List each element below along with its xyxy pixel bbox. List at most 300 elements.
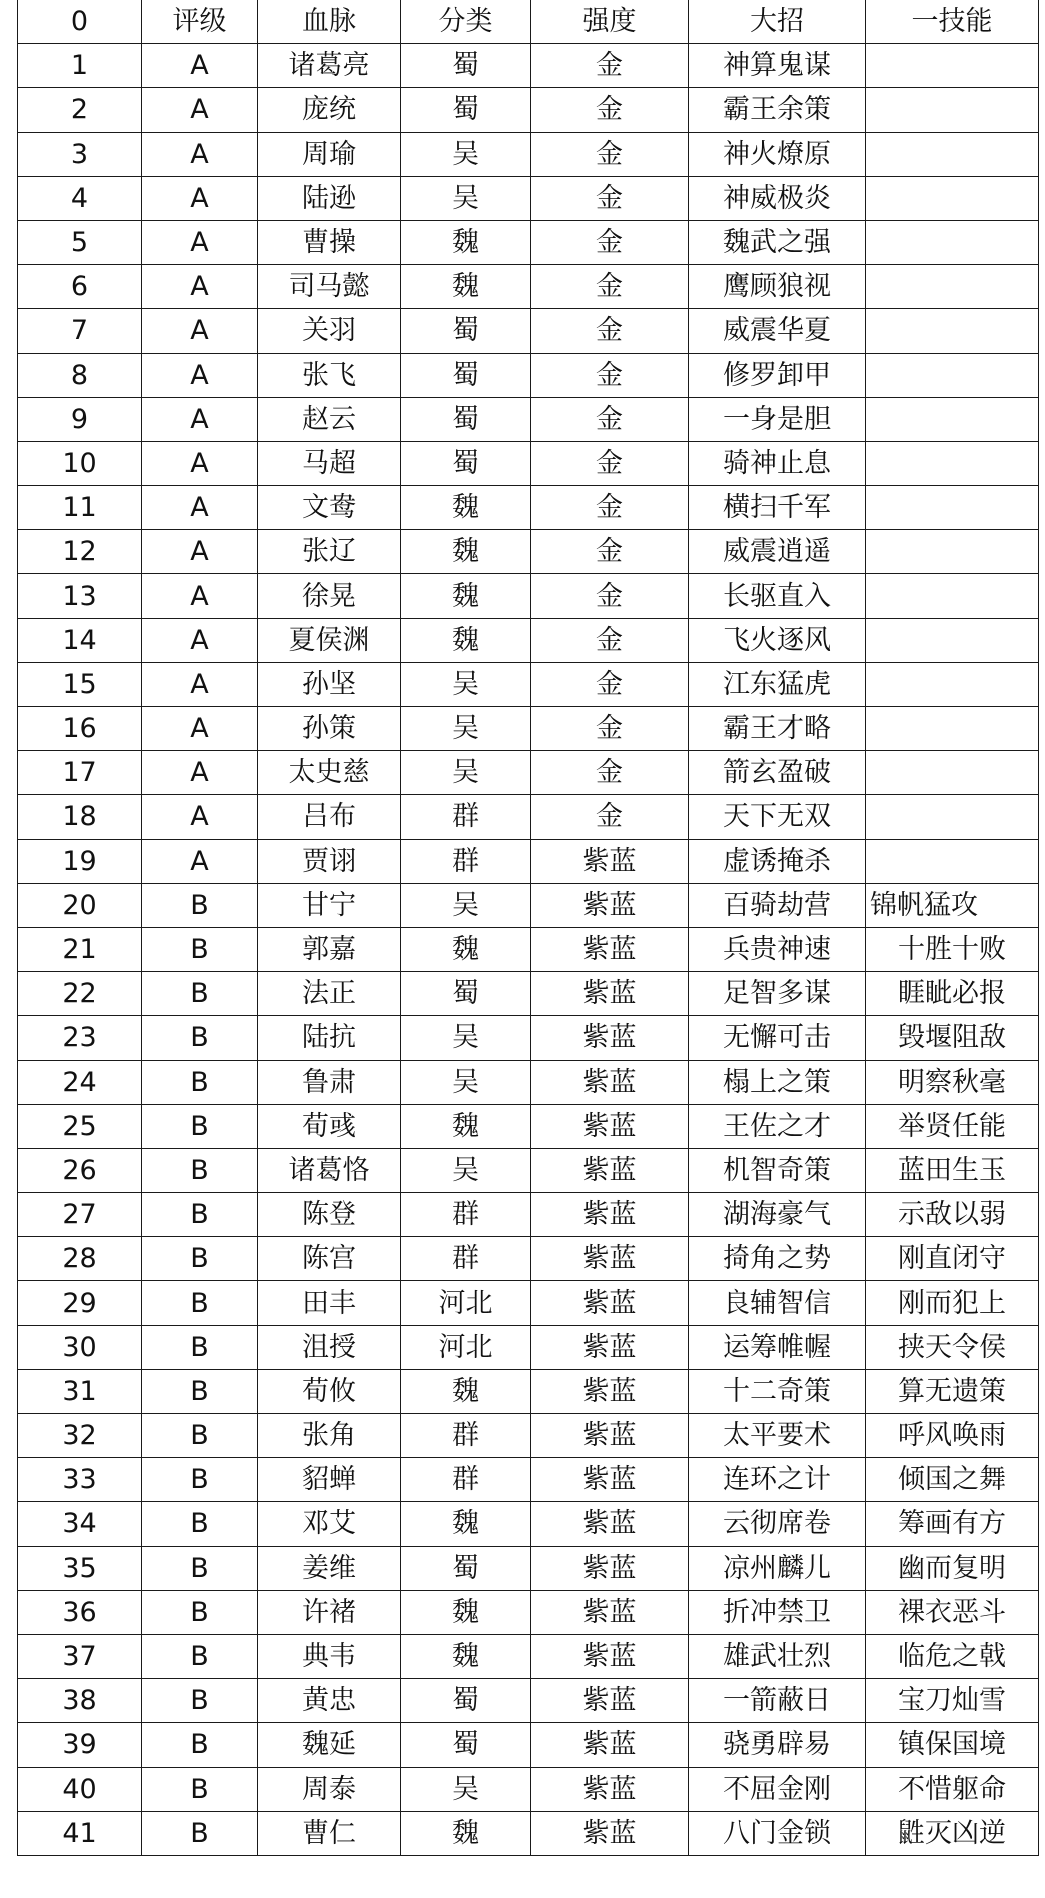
cell-skill-one: 举贤任能 bbox=[866, 1104, 1039, 1148]
cell-rating: B bbox=[142, 927, 258, 971]
cell-category: 蜀 bbox=[401, 309, 531, 353]
cell-bloodline: 陆逊 bbox=[258, 176, 401, 220]
cell-rating: A bbox=[142, 795, 258, 839]
cell-category: 吴 bbox=[401, 662, 531, 706]
cell-rating: B bbox=[142, 1811, 258, 1855]
cell-rating: A bbox=[142, 530, 258, 574]
cell-index: 27 bbox=[18, 1193, 142, 1237]
cell-rating: B bbox=[142, 1369, 258, 1413]
cell-skill-one bbox=[866, 662, 1039, 706]
cell-bloodline: 赵云 bbox=[258, 397, 401, 441]
cell-category: 群 bbox=[401, 1414, 531, 1458]
cell-bloodline: 陆抗 bbox=[258, 1016, 401, 1060]
cell-strength: 紫蓝 bbox=[531, 1016, 689, 1060]
table-row bbox=[18, 1281, 1039, 1325]
cell-ultimate: 凉州麟儿 bbox=[689, 1546, 866, 1590]
table-row bbox=[18, 1016, 1039, 1060]
cell-ultimate: 飞火逐风 bbox=[689, 618, 866, 662]
table-row bbox=[18, 751, 1039, 795]
cell-ultimate: 连环之计 bbox=[689, 1458, 866, 1502]
table-row bbox=[18, 1767, 1039, 1811]
cell-index: 16 bbox=[18, 707, 142, 751]
cell-index: 30 bbox=[18, 1325, 142, 1369]
cell-index: 15 bbox=[18, 662, 142, 706]
cell-bloodline: 张辽 bbox=[258, 530, 401, 574]
cell-category: 群 bbox=[401, 795, 531, 839]
cell-strength: 金 bbox=[531, 441, 689, 485]
cell-index: 5 bbox=[18, 220, 142, 264]
cell-ultimate: 长驱直入 bbox=[689, 574, 866, 618]
cell-index: 12 bbox=[18, 530, 142, 574]
cell-category: 魏 bbox=[401, 530, 531, 574]
cell-ultimate: 神火燎原 bbox=[689, 132, 866, 176]
cell-ultimate: 神威极炎 bbox=[689, 176, 866, 220]
table-row bbox=[18, 707, 1039, 751]
cell-strength: 紫蓝 bbox=[531, 1237, 689, 1281]
cell-index: 39 bbox=[18, 1723, 142, 1767]
header-cell-strength: 强度 bbox=[531, 0, 689, 44]
table-row bbox=[18, 574, 1039, 618]
cell-skill-one bbox=[866, 795, 1039, 839]
cell-skill-one bbox=[866, 618, 1039, 662]
cell-index: 24 bbox=[18, 1060, 142, 1104]
cell-index: 4 bbox=[18, 176, 142, 220]
cell-bloodline: 黄忠 bbox=[258, 1679, 401, 1723]
cell-category: 群 bbox=[401, 1193, 531, 1237]
cell-ultimate: 足智多谋 bbox=[689, 972, 866, 1016]
cell-skill-one: 挟天令侯 bbox=[866, 1325, 1039, 1369]
cell-rating: B bbox=[142, 1546, 258, 1590]
table-row bbox=[18, 1590, 1039, 1634]
cell-index: 7 bbox=[18, 309, 142, 353]
cell-bloodline: 法正 bbox=[258, 972, 401, 1016]
table-row bbox=[18, 441, 1039, 485]
cell-category: 吴 bbox=[401, 1016, 531, 1060]
cell-ultimate: 修罗卸甲 bbox=[689, 353, 866, 397]
cell-bloodline: 陈宫 bbox=[258, 1237, 401, 1281]
cell-category: 魏 bbox=[401, 1104, 531, 1148]
cell-index: 31 bbox=[18, 1369, 142, 1413]
cell-rating: B bbox=[142, 1458, 258, 1502]
cell-bloodline: 田丰 bbox=[258, 1281, 401, 1325]
cell-ultimate: 霸王才略 bbox=[689, 707, 866, 751]
cell-rating: B bbox=[142, 1148, 258, 1192]
cell-strength: 紫蓝 bbox=[531, 927, 689, 971]
cell-rating: A bbox=[142, 309, 258, 353]
cell-strength: 紫蓝 bbox=[531, 1811, 689, 1855]
cell-ultimate: 八门金锁 bbox=[689, 1811, 866, 1855]
cell-category: 群 bbox=[401, 839, 531, 883]
cell-category: 蜀 bbox=[401, 88, 531, 132]
cell-skill-one: 倾国之舞 bbox=[866, 1458, 1039, 1502]
cell-strength: 紫蓝 bbox=[531, 1369, 689, 1413]
cell-index: 22 bbox=[18, 972, 142, 1016]
cell-bloodline: 魏延 bbox=[258, 1723, 401, 1767]
cell-rating: A bbox=[142, 618, 258, 662]
table-row bbox=[18, 1148, 1039, 1192]
cell-skill-one: 筹画有方 bbox=[866, 1502, 1039, 1546]
cell-rating: A bbox=[142, 220, 258, 264]
cell-skill-one: 十胜十败 bbox=[866, 927, 1039, 971]
cell-strength: 金 bbox=[531, 132, 689, 176]
cell-category: 蜀 bbox=[401, 972, 531, 1016]
cell-category: 群 bbox=[401, 1458, 531, 1502]
header-cell-skill-one: 一技能 bbox=[866, 0, 1039, 44]
table-row bbox=[18, 972, 1039, 1016]
cell-bloodline: 鲁肃 bbox=[258, 1060, 401, 1104]
cell-rating: A bbox=[142, 441, 258, 485]
cell-rating: A bbox=[142, 44, 258, 88]
cell-skill-one bbox=[866, 751, 1039, 795]
cell-bloodline: 邓艾 bbox=[258, 1502, 401, 1546]
cell-index: 38 bbox=[18, 1679, 142, 1723]
cell-category: 魏 bbox=[401, 574, 531, 618]
cell-bloodline: 荀攸 bbox=[258, 1369, 401, 1413]
cell-category: 魏 bbox=[401, 1590, 531, 1634]
cell-ultimate: 不屈金刚 bbox=[689, 1767, 866, 1811]
cell-category: 吴 bbox=[401, 1060, 531, 1104]
cell-category: 蜀 bbox=[401, 1723, 531, 1767]
cell-skill-one bbox=[866, 397, 1039, 441]
cell-strength: 金 bbox=[531, 176, 689, 220]
cell-ultimate: 一身是胆 bbox=[689, 397, 866, 441]
cell-rating: A bbox=[142, 353, 258, 397]
table-row bbox=[18, 927, 1039, 971]
cell-skill-one bbox=[866, 707, 1039, 751]
table-row bbox=[18, 662, 1039, 706]
cell-skill-one bbox=[866, 44, 1039, 88]
cell-skill-one bbox=[866, 220, 1039, 264]
cell-index: 34 bbox=[18, 1502, 142, 1546]
table-row bbox=[18, 1193, 1039, 1237]
header-cell-ultimate: 大招 bbox=[689, 0, 866, 44]
cell-skill-one bbox=[866, 530, 1039, 574]
cell-strength: 金 bbox=[531, 44, 689, 88]
cell-strength: 金 bbox=[531, 88, 689, 132]
cell-category: 魏 bbox=[401, 1502, 531, 1546]
cell-strength: 紫蓝 bbox=[531, 839, 689, 883]
cell-category: 蜀 bbox=[401, 44, 531, 88]
cell-index: 19 bbox=[18, 839, 142, 883]
cell-index: 11 bbox=[18, 486, 142, 530]
cell-index: 25 bbox=[18, 1104, 142, 1148]
cell-rating: A bbox=[142, 751, 258, 795]
cell-skill-one bbox=[866, 132, 1039, 176]
cell-skill-one: 鼪灭凶逆 bbox=[866, 1811, 1039, 1855]
cell-strength: 紫蓝 bbox=[531, 1502, 689, 1546]
cell-category: 吴 bbox=[401, 883, 531, 927]
cell-rating: B bbox=[142, 1237, 258, 1281]
table-row bbox=[18, 1104, 1039, 1148]
cell-skill-one bbox=[866, 839, 1039, 883]
cell-bloodline: 司马懿 bbox=[258, 265, 401, 309]
cell-rating: B bbox=[142, 1193, 258, 1237]
cell-index: 13 bbox=[18, 574, 142, 618]
cell-strength: 金 bbox=[531, 353, 689, 397]
table-row bbox=[18, 220, 1039, 264]
cell-bloodline: 周泰 bbox=[258, 1767, 401, 1811]
cell-skill-one: 镇保国境 bbox=[866, 1723, 1039, 1767]
cell-ultimate: 骁勇辟易 bbox=[689, 1723, 866, 1767]
table-header-row bbox=[18, 0, 1039, 44]
cell-category: 魏 bbox=[401, 1634, 531, 1678]
cell-strength: 紫蓝 bbox=[531, 972, 689, 1016]
table-row bbox=[18, 397, 1039, 441]
cell-strength: 紫蓝 bbox=[531, 1060, 689, 1104]
cell-index: 20 bbox=[18, 883, 142, 927]
cell-ultimate: 一箭蔽日 bbox=[689, 1679, 866, 1723]
cell-index: 41 bbox=[18, 1811, 142, 1855]
cell-bloodline: 许褚 bbox=[258, 1590, 401, 1634]
cell-bloodline: 荀彧 bbox=[258, 1104, 401, 1148]
cell-ultimate: 榻上之策 bbox=[689, 1060, 866, 1104]
cell-index: 1 bbox=[18, 44, 142, 88]
cell-bloodline: 关羽 bbox=[258, 309, 401, 353]
cell-ultimate: 天下无双 bbox=[689, 795, 866, 839]
cell-skill-one: 不惜躯命 bbox=[866, 1767, 1039, 1811]
cell-strength: 金 bbox=[531, 574, 689, 618]
cell-index: 2 bbox=[18, 88, 142, 132]
cell-ultimate: 骑神止息 bbox=[689, 441, 866, 485]
cell-strength: 紫蓝 bbox=[531, 1414, 689, 1458]
cell-rating: A bbox=[142, 839, 258, 883]
table-row bbox=[18, 1502, 1039, 1546]
cell-ultimate: 机智奇策 bbox=[689, 1148, 866, 1192]
cell-ultimate: 鹰顾狼视 bbox=[689, 265, 866, 309]
cell-rating: B bbox=[142, 1016, 258, 1060]
cell-rating: B bbox=[142, 1325, 258, 1369]
cell-index: 33 bbox=[18, 1458, 142, 1502]
cell-rating: B bbox=[142, 1723, 258, 1767]
cell-ultimate: 兵贵神速 bbox=[689, 927, 866, 971]
cell-bloodline: 沮授 bbox=[258, 1325, 401, 1369]
cell-rating: A bbox=[142, 397, 258, 441]
cell-category: 魏 bbox=[401, 1811, 531, 1855]
cell-skill-one: 明察秋毫 bbox=[866, 1060, 1039, 1104]
cell-ultimate: 十二奇策 bbox=[689, 1369, 866, 1413]
cell-strength: 金 bbox=[531, 220, 689, 264]
header-cell-bloodline: 血脉 bbox=[258, 0, 401, 44]
cell-strength: 金 bbox=[531, 530, 689, 574]
cell-bloodline: 甘宁 bbox=[258, 883, 401, 927]
table-row bbox=[18, 1811, 1039, 1855]
cell-category: 魏 bbox=[401, 618, 531, 662]
cell-ultimate: 百骑劫营 bbox=[689, 883, 866, 927]
cell-index: 36 bbox=[18, 1590, 142, 1634]
cell-ultimate: 湖海豪气 bbox=[689, 1193, 866, 1237]
cell-strength: 金 bbox=[531, 707, 689, 751]
header-cell-index: 0 bbox=[18, 0, 142, 44]
cell-rating: A bbox=[142, 662, 258, 706]
cell-bloodline: 张飞 bbox=[258, 353, 401, 397]
header-cell-rating: 评级 bbox=[142, 0, 258, 44]
cell-index: 28 bbox=[18, 1237, 142, 1281]
table-row bbox=[18, 1060, 1039, 1104]
cell-category: 蜀 bbox=[401, 1679, 531, 1723]
cell-ultimate: 无懈可击 bbox=[689, 1016, 866, 1060]
cell-skill-one: 幽而复明 bbox=[866, 1546, 1039, 1590]
cell-category: 吴 bbox=[401, 1767, 531, 1811]
cell-category: 吴 bbox=[401, 1148, 531, 1192]
cell-rating: B bbox=[142, 1104, 258, 1148]
cell-bloodline: 典韦 bbox=[258, 1634, 401, 1678]
cell-category: 河北 bbox=[401, 1325, 531, 1369]
cell-ultimate: 威震华夏 bbox=[689, 309, 866, 353]
cell-category: 魏 bbox=[401, 220, 531, 264]
cell-skill-one bbox=[866, 265, 1039, 309]
cell-rating: A bbox=[142, 486, 258, 530]
table-row bbox=[18, 44, 1039, 88]
cell-skill-one bbox=[866, 574, 1039, 618]
cell-rating: B bbox=[142, 883, 258, 927]
cell-index: 32 bbox=[18, 1414, 142, 1458]
cell-strength: 金 bbox=[531, 397, 689, 441]
cell-bloodline: 郭嘉 bbox=[258, 927, 401, 971]
cell-bloodline: 文鸯 bbox=[258, 486, 401, 530]
cell-rating: B bbox=[142, 1414, 258, 1458]
cell-ultimate: 神算鬼谋 bbox=[689, 44, 866, 88]
cell-index: 18 bbox=[18, 795, 142, 839]
cell-bloodline: 诸葛亮 bbox=[258, 44, 401, 88]
cell-bloodline: 马超 bbox=[258, 441, 401, 485]
cell-skill-one bbox=[866, 88, 1039, 132]
cell-rating: B bbox=[142, 972, 258, 1016]
cell-skill-one: 宝刀灿雪 bbox=[866, 1679, 1039, 1723]
cell-strength: 紫蓝 bbox=[531, 1679, 689, 1723]
hero-table bbox=[17, 0, 1039, 1856]
cell-ultimate: 江东猛虎 bbox=[689, 662, 866, 706]
cell-bloodline: 夏侯渊 bbox=[258, 618, 401, 662]
cell-rating: A bbox=[142, 574, 258, 618]
cell-category: 魏 bbox=[401, 1369, 531, 1413]
table-row bbox=[18, 618, 1039, 662]
cell-bloodline: 曹仁 bbox=[258, 1811, 401, 1855]
cell-skill-one: 临危之戟 bbox=[866, 1634, 1039, 1678]
table-row bbox=[18, 1369, 1039, 1413]
cell-skill-one: 锦帆猛攻 bbox=[866, 883, 1039, 927]
cell-rating: A bbox=[142, 707, 258, 751]
cell-index: 17 bbox=[18, 751, 142, 795]
header-cell-category: 分类 bbox=[401, 0, 531, 44]
table-row bbox=[18, 1634, 1039, 1678]
cell-strength: 紫蓝 bbox=[531, 1193, 689, 1237]
cell-skill-one bbox=[866, 176, 1039, 220]
cell-rating: A bbox=[142, 265, 258, 309]
cell-bloodline: 太史慈 bbox=[258, 751, 401, 795]
cell-rating: A bbox=[142, 132, 258, 176]
cell-index: 26 bbox=[18, 1148, 142, 1192]
cell-ultimate: 掎角之势 bbox=[689, 1237, 866, 1281]
table-row bbox=[18, 88, 1039, 132]
cell-bloodline: 贾诩 bbox=[258, 839, 401, 883]
cell-rating: B bbox=[142, 1502, 258, 1546]
table-row bbox=[18, 353, 1039, 397]
cell-bloodline: 周瑜 bbox=[258, 132, 401, 176]
cell-rating: B bbox=[142, 1634, 258, 1678]
cell-bloodline: 陈登 bbox=[258, 1193, 401, 1237]
table-row bbox=[18, 883, 1039, 927]
cell-strength: 紫蓝 bbox=[531, 1634, 689, 1678]
cell-strength: 金 bbox=[531, 662, 689, 706]
cell-category: 蜀 bbox=[401, 441, 531, 485]
cell-skill-one bbox=[866, 309, 1039, 353]
cell-category: 蜀 bbox=[401, 397, 531, 441]
cell-skill-one: 算无遗策 bbox=[866, 1369, 1039, 1413]
cell-ultimate: 箭玄盈破 bbox=[689, 751, 866, 795]
cell-rating: B bbox=[142, 1679, 258, 1723]
cell-category: 群 bbox=[401, 1237, 531, 1281]
table-row bbox=[18, 176, 1039, 220]
cell-index: 23 bbox=[18, 1016, 142, 1060]
cell-bloodline: 曹操 bbox=[258, 220, 401, 264]
cell-category: 魏 bbox=[401, 265, 531, 309]
cell-strength: 紫蓝 bbox=[531, 1148, 689, 1192]
cell-rating: A bbox=[142, 176, 258, 220]
cell-rating: B bbox=[142, 1590, 258, 1634]
cell-ultimate: 虚诱掩杀 bbox=[689, 839, 866, 883]
cell-index: 6 bbox=[18, 265, 142, 309]
table-row bbox=[18, 265, 1039, 309]
cell-bloodline: 孙策 bbox=[258, 707, 401, 751]
cell-category: 吴 bbox=[401, 176, 531, 220]
cell-category: 河北 bbox=[401, 1281, 531, 1325]
cell-skill-one: 刚而犯上 bbox=[866, 1281, 1039, 1325]
cell-bloodline: 庞统 bbox=[258, 88, 401, 132]
table-row bbox=[18, 530, 1039, 574]
table-row bbox=[18, 1237, 1039, 1281]
cell-strength: 紫蓝 bbox=[531, 883, 689, 927]
cell-index: 29 bbox=[18, 1281, 142, 1325]
table-row bbox=[18, 1546, 1039, 1590]
cell-index: 3 bbox=[18, 132, 142, 176]
table-row bbox=[18, 795, 1039, 839]
cell-strength: 金 bbox=[531, 618, 689, 662]
cell-strength: 紫蓝 bbox=[531, 1458, 689, 1502]
cell-skill-one: 示敌以弱 bbox=[866, 1193, 1039, 1237]
table-row bbox=[18, 486, 1039, 530]
cell-ultimate: 横扫千军 bbox=[689, 486, 866, 530]
table-row bbox=[18, 1679, 1039, 1723]
cell-ultimate: 王佐之才 bbox=[689, 1104, 866, 1148]
cell-bloodline: 吕布 bbox=[258, 795, 401, 839]
cell-category: 吴 bbox=[401, 132, 531, 176]
cell-category: 魏 bbox=[401, 927, 531, 971]
cell-rating: B bbox=[142, 1281, 258, 1325]
cell-skill-one: 蓝田生玉 bbox=[866, 1148, 1039, 1192]
cell-index: 14 bbox=[18, 618, 142, 662]
cell-skill-one: 裸衣恶斗 bbox=[866, 1590, 1039, 1634]
cell-skill-one bbox=[866, 441, 1039, 485]
cell-ultimate: 雄武壮烈 bbox=[689, 1634, 866, 1678]
cell-bloodline: 孙坚 bbox=[258, 662, 401, 706]
cell-rating: B bbox=[142, 1060, 258, 1104]
cell-index: 35 bbox=[18, 1546, 142, 1590]
table-row bbox=[18, 1325, 1039, 1369]
cell-index: 9 bbox=[18, 397, 142, 441]
cell-category: 蜀 bbox=[401, 353, 531, 397]
cell-strength: 紫蓝 bbox=[531, 1325, 689, 1369]
cell-bloodline: 徐晃 bbox=[258, 574, 401, 618]
cell-strength: 紫蓝 bbox=[531, 1767, 689, 1811]
cell-bloodline: 诸葛恪 bbox=[258, 1148, 401, 1192]
table-row bbox=[18, 1458, 1039, 1502]
cell-strength: 金 bbox=[531, 486, 689, 530]
cell-index: 40 bbox=[18, 1767, 142, 1811]
table-row bbox=[18, 839, 1039, 883]
cell-strength: 紫蓝 bbox=[531, 1104, 689, 1148]
cell-bloodline: 张角 bbox=[258, 1414, 401, 1458]
cell-category: 蜀 bbox=[401, 1546, 531, 1590]
